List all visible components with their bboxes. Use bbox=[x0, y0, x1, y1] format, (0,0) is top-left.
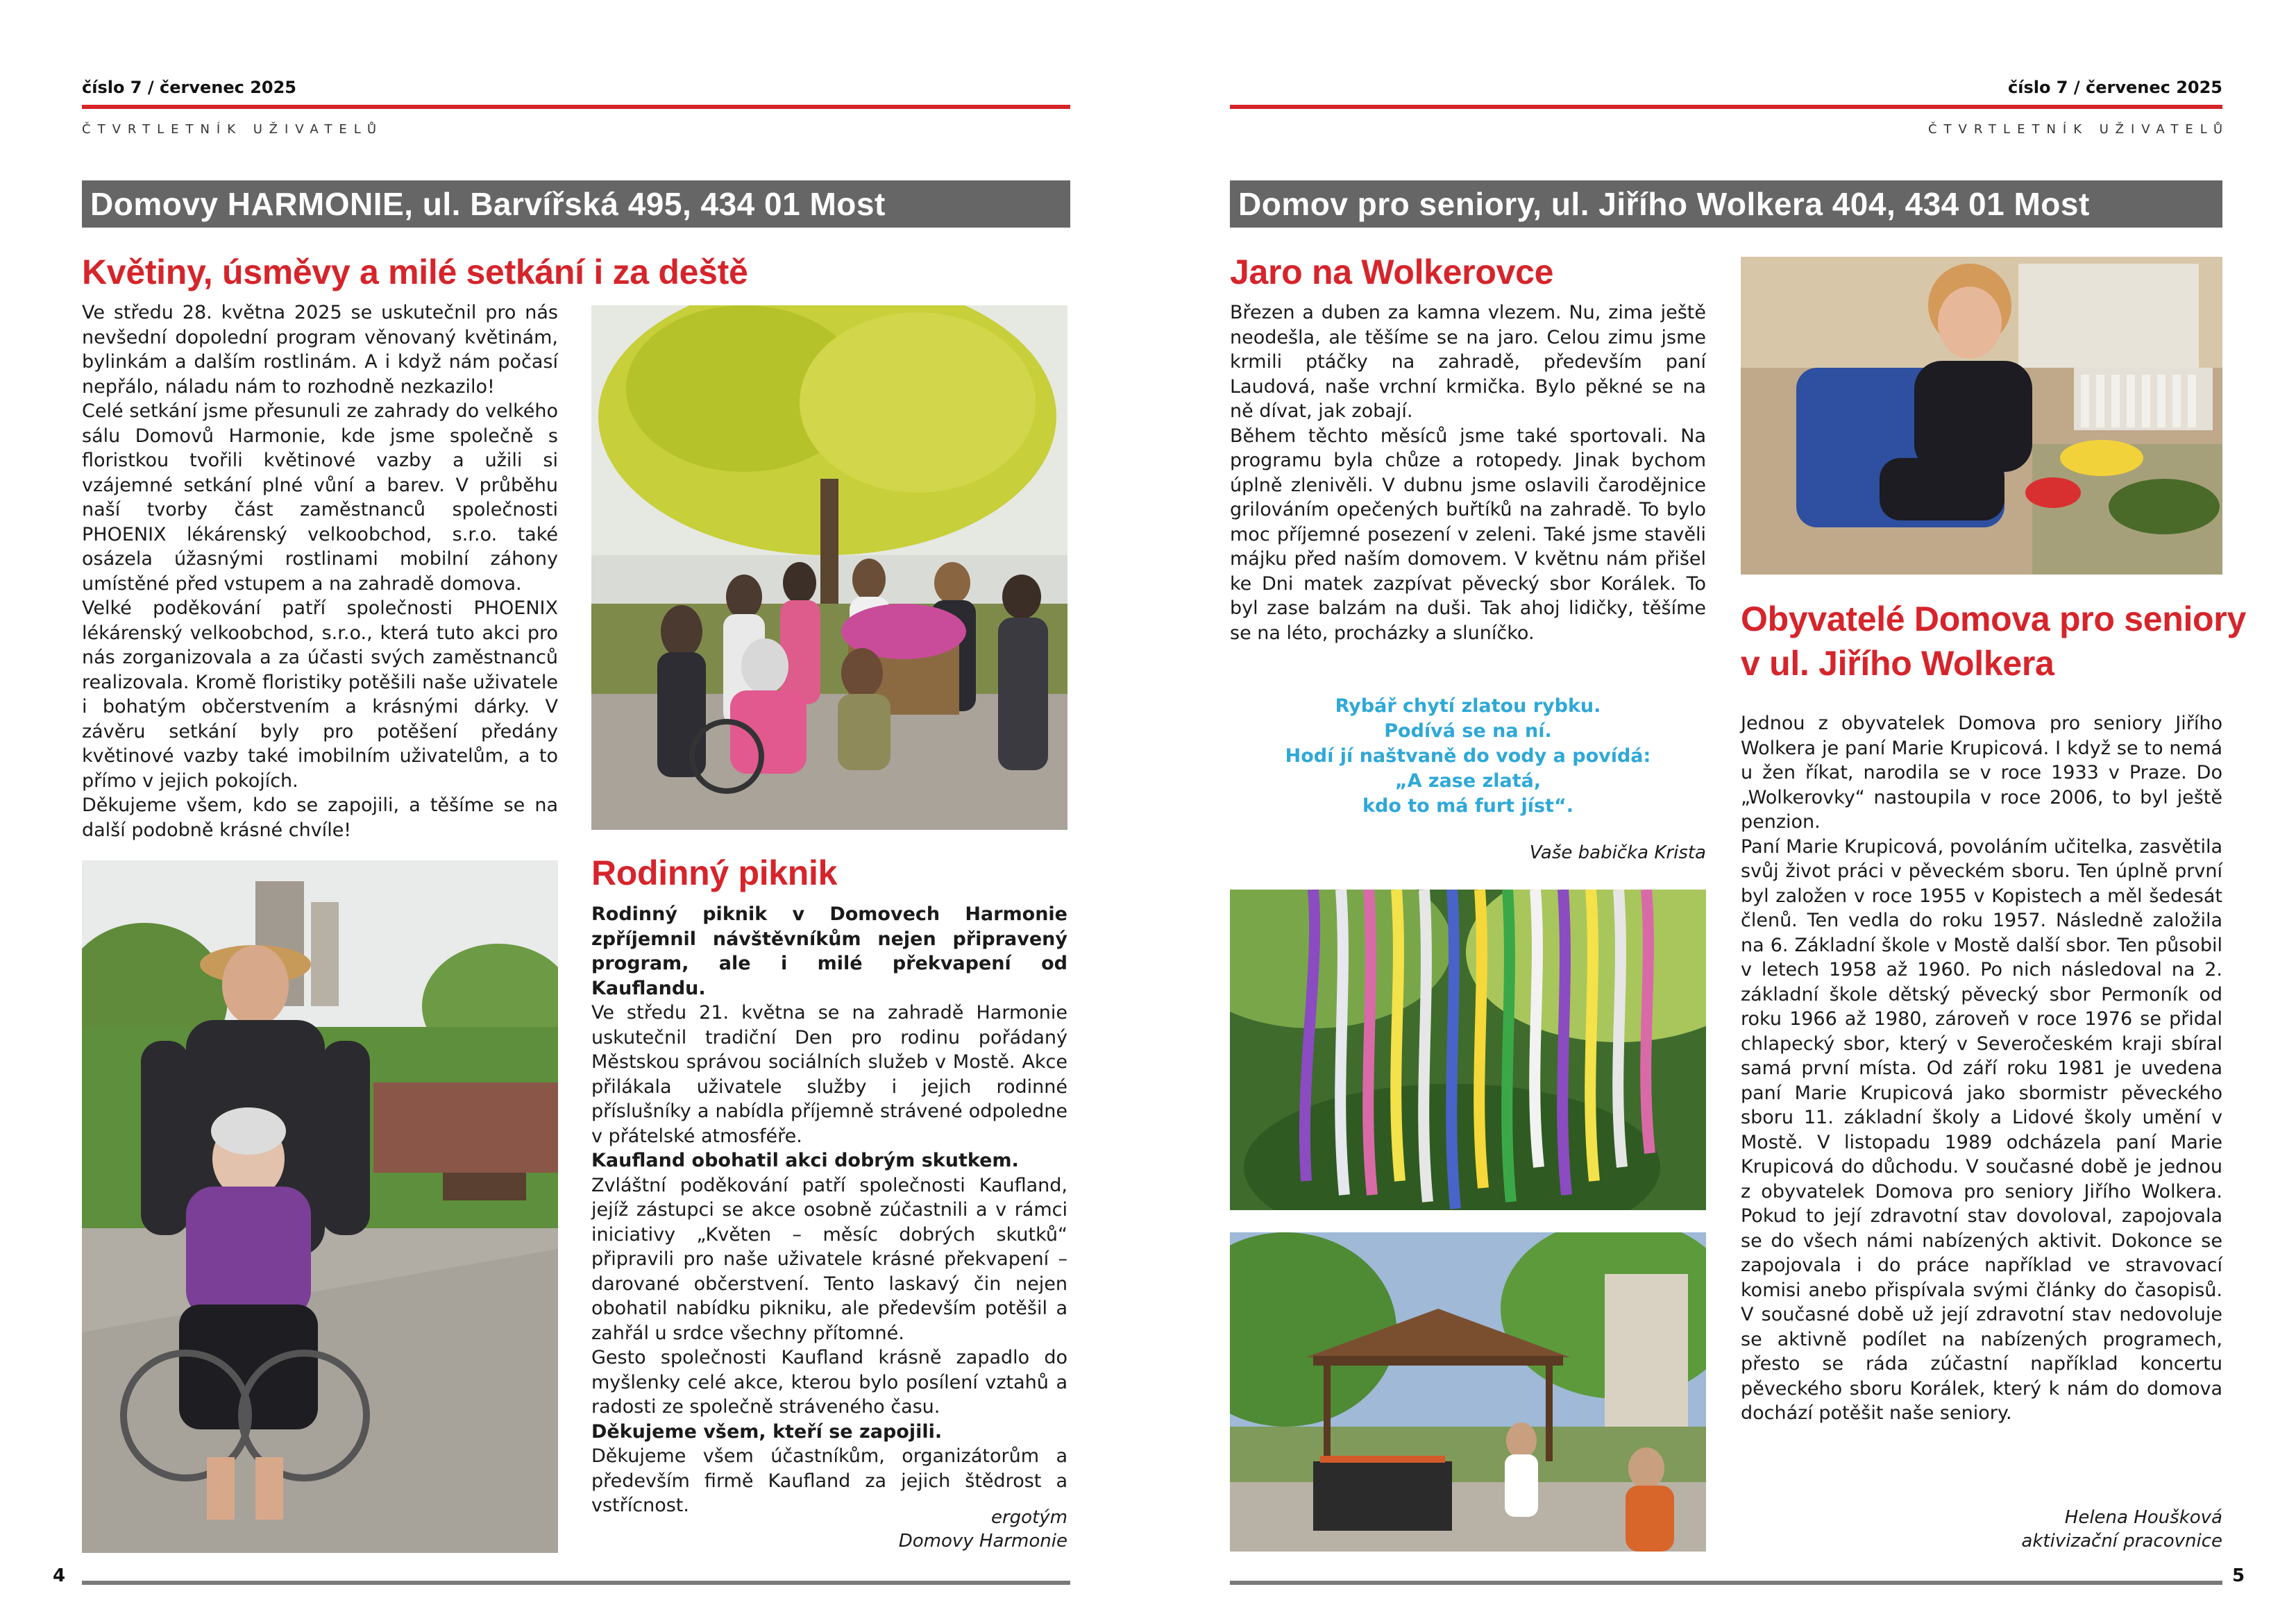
photo-resident-portrait bbox=[1741, 257, 2222, 575]
poem bbox=[1230, 694, 1706, 819]
poem-line: Podívá se na ní. bbox=[1384, 720, 1552, 742]
issue-label-right: číslo 7 / červenec 2025 bbox=[2008, 78, 2222, 97]
paragraph: Celé setkání jsme přesunuli ze zahrady do velkého sálu Domovů Harmonie, kde jsme společně s floristkou tvořili květinové vazby a užili si vzájemné setkání plné vůní a barev. V průběhu naší tvorby část zaměstnanců společnosti PHOENIX lékárenský velkoobchod, s.r.o. také osázela úžasnými rostlinami mobilní záhony umístěné před vstupem a na zahradě domova. bbox=[82, 400, 558, 595]
footer-rule-right bbox=[1230, 1581, 2222, 1585]
signature-org: Domovy Harmonie bbox=[898, 1531, 1067, 1552]
paragraph: Březen a duben za kamna vlezem. Nu, zima ještě neodešla, ale těšíme se na jaro. Celou zimu jsme krmili ptáčky na zahradě, především paní Laudová, naše vrchní krmička. Bylo pěkné se na ně dívat, jak zobají. bbox=[1230, 302, 1706, 422]
paragraph: Děkujeme všem, kdo se zapojili, a těšíme se na další podobně krásné chvíle! bbox=[82, 794, 558, 841]
paragraph: Děkujeme všem účastníkům, organizátorům a především firmě Kaufland za jejich štědrost a vstřícnost. bbox=[591, 1445, 1067, 1516]
quarterly-label-right: ČTVRTLETNÍK UŽIVATELŮ bbox=[1927, 122, 2229, 137]
title-line: Obyvatelé Domova pro seniory bbox=[1741, 600, 2246, 638]
article-title-spring: Jaro na Wolkerovce bbox=[1230, 253, 1554, 291]
issue-label-left: číslo 7 / červenec 2025 bbox=[82, 78, 296, 97]
paragraph: Zvláštní poděkování patří společnosti Kaufland, jejíž zástupci se akce osobně zúčastnili a v rámci iniciativy „Květen – měsíc dobrých skutků“ připravili pro naše uživatele krásné překvapení – darované občerstvení. Tento laskavý čin nejen obohatil nabídku pikniku, ale především potěšil a zahřál u srdce všechny přítomné. bbox=[591, 1174, 1067, 1344]
signature-role: aktivizační pracovnice bbox=[2021, 1531, 2222, 1552]
poem-line: kdo to má furt jíst“. bbox=[1362, 795, 1573, 817]
signature-name: Helena Houšková bbox=[2064, 1507, 2222, 1528]
photo-wheelchair-garden bbox=[82, 860, 558, 1553]
section-band-left: Domovy HARMONIE, ul. Barvířská 495, 434 01 Most bbox=[82, 180, 1070, 228]
article-title-picnic: Rodinný piknik bbox=[591, 853, 838, 892]
paragraph: Velké poděkování patří společnosti PHOENIX lékárenský velkoobchod, s.r.o., která tuto akci pro nás zorganizovala a za účasti svých zaměstnanců realizovala. Kromě floristiky potěšili naše uživatele i bohatým občerstvením a krásnými dárky. V závěru setkání byly pro potěšení předány květinové vazby také imobilním uživatelům, a to přímo v jejich pokojích. bbox=[82, 597, 558, 792]
poem-signature: Vaše babička Krista bbox=[1529, 842, 1706, 863]
photo-group-garden bbox=[591, 305, 1067, 830]
article-body-residents bbox=[1741, 711, 2222, 1426]
paragraph: Gesto společnosti Kaufland krásně zapadlo do myšlenky celé akce, kterou bylo posílení vztahů a radosti ze společně stráveného času. bbox=[591, 1347, 1067, 1418]
photo-gazebo-garden bbox=[1230, 1232, 1706, 1552]
paragraph: Během těchto měsíců jsme také sportovali. Na programu byla chůze a rotopedy. Jinak bychom úplně zlenivěli. V dubnu jsme oslavili čarodějnice grilováním opečených buřtíků na zahradě. To bylo moc příjemné posezení v zeleni. Také jsme stavěli májku před naším domovem. V květnu nám přišel ke Dni matek zazpívat pěvecký sbor Korálek. To byl zase balzám na duši. Tak ahoj lidičky, těšíme se na léto, procházky a sluníčko. bbox=[1230, 425, 1706, 644]
signature-right bbox=[1741, 1506, 2222, 1553]
photo-maypole-ribbons bbox=[1230, 890, 1706, 1210]
page-number-left: 4 bbox=[53, 1565, 66, 1586]
lead-paragraph: Rodinný piknik v Domovech Harmonie zpříjemnil návštěvníkům nejen připravený program, ale i milé překvapení od Kauflandu. bbox=[591, 903, 1067, 999]
subheading: Kaufland obohatil akci dobrým skutkem. bbox=[591, 1150, 1019, 1171]
article-body-flowers bbox=[82, 300, 558, 842]
section-band-right: Domov pro seniory, ul. Jiřího Wolkera 404, 434 01 Most bbox=[1230, 180, 2222, 228]
paragraph: Paní Marie Krupicová, povoláním učitelka, zasvětila svůj život práci v pěveckém sboru. Ten úplně první byl založen v roce 1955 v Kopistech a měl šedesát členů. Ten vedla do roku 1957. Následně založila na 6. Základní škole v Mostě další sbor. Ten působil v letech 1958 až 1960. Po nich následoval na 2. základní škole dětský pěvecký sbor Permoník od roku 1966 až 1980, zároveň v roce 1976 se přidal chlapecký sbor, který v Severočeském kraji sbíral samá první místa. Od září roku 1981 je uvedena paní Marie Krupicová jako sbormistr pěveckého sboru 11. základní školy a Lidové školy umění v Mostě. V listopadu 1989 odcházela paní Marie Krupicová do důchodu. V současné době je jednou z obyvatelek Domova pro seniory Jiřího Wolkera. Pokud to její zdravotní stav dovoloval, zapojovala se do všech námi nabízených aktivit. Dokonce se zapojovala i do práce například ve stravovací komisi anebo přispívala svými články do časopisů. V současné době už její zdravotní stav nedovoluje se aktivně podílet na nabízených programech, přesto se ráda zúčastní například koncertu pěveckého sboru Korálek, který k nám do domova dochází potěšit naše seniory. bbox=[1741, 835, 2222, 1424]
page-number-right: 5 bbox=[2232, 1565, 2245, 1586]
article-body-spring bbox=[1230, 300, 1706, 645]
signature-left bbox=[591, 1506, 1067, 1553]
header-rule-left bbox=[82, 105, 1070, 109]
quarterly-label-left: ČTVRTLETNÍK UŽIVATELŮ bbox=[82, 122, 384, 137]
article-body-picnic bbox=[591, 902, 1067, 1518]
footer-rule-left bbox=[82, 1581, 1070, 1585]
subheading: Děkujeme všem, kteří se zapojili. bbox=[591, 1420, 943, 1443]
title-line: v ul. Jiřího Wolkera bbox=[1741, 644, 2054, 683]
paragraph: Ve středu 21. května se na zahradě Harmonie uskutečnil tradiční Den pro rodinu pořádaný Městskou správou sociálních služeb v Mostě. Akce přilákala uživatele služby i jejich rodinné příslušníky a nabídla příjemně strávené odpoledne v přátelské atmosféře. bbox=[591, 1002, 1067, 1147]
header-rule-right bbox=[1230, 105, 2222, 109]
paragraph: Jednou z obyvatelek Domova pro seniory Jiřího Wolkera je paní Marie Krupicová. I když se to nemá u žen říkat, narodila se v roce 1933 v Praze. Do „Wolkerovky“ nastoupila v roce 2006, to byl ještě penzion. bbox=[1741, 713, 2222, 833]
signature-role: ergotým bbox=[990, 1507, 1067, 1528]
article-title-residents bbox=[1741, 597, 2246, 686]
article-title-flowers: Květiny, úsměvy a milé setkání i za deště bbox=[82, 253, 748, 291]
poem-line: Rybář chytí zlatou rybku. bbox=[1335, 695, 1601, 717]
paragraph: Ve středu 28. května 2025 se uskutečnil pro nás nevšední dopolední program věnovaný květinám, bylinkám a dalším rostlinám. A i když nám počasí nepřálo, náladu nám to rozhodně nezkazilo! bbox=[82, 302, 558, 398]
poem-line: Hodí jí naštvaně do vody a povídá: bbox=[1285, 745, 1651, 767]
poem-line: „A zase zlatá, bbox=[1394, 770, 1542, 792]
